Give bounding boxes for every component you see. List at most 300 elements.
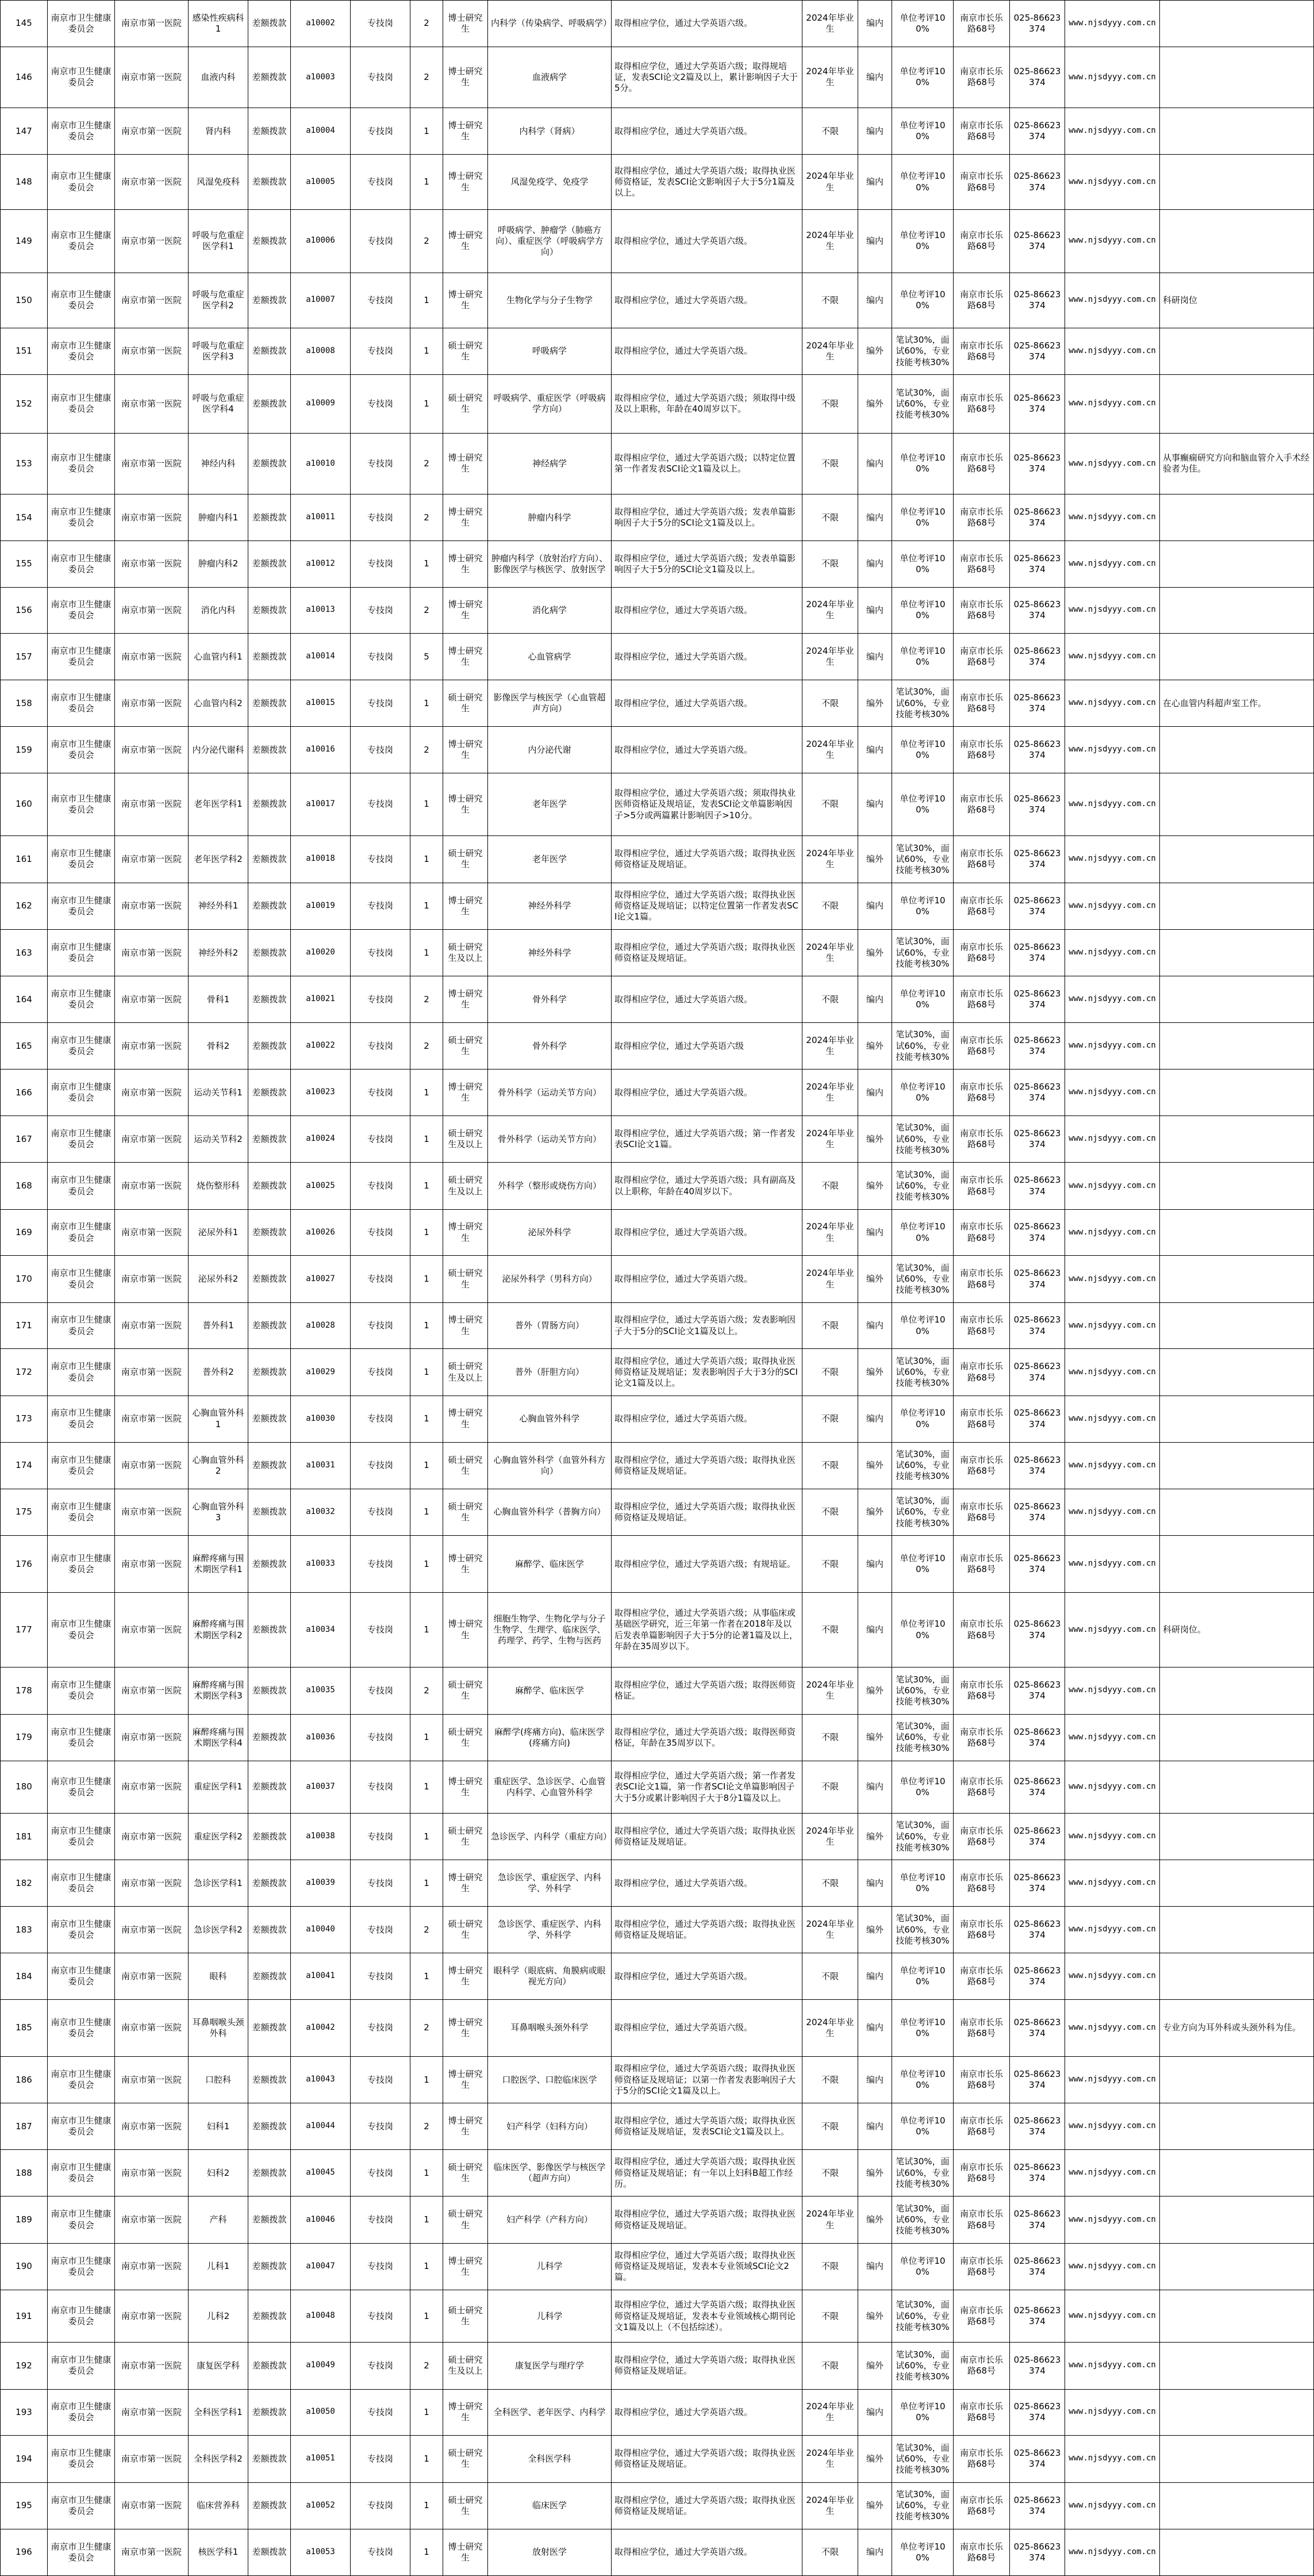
cell-contact-address: 南京市长乐路68号 [954, 929, 1010, 976]
cell-competent-department: 南京市卫生健康委员会 [48, 273, 115, 328]
cell-competent-department: 南京市卫生健康委员会 [48, 1349, 115, 1396]
cell-remarks [1160, 1860, 1314, 1907]
cell-employing-unit: 南京市第一医院 [115, 2529, 189, 2575]
cell-row-number: 173 [1, 1396, 48, 1442]
cell-other-requirements: 取得相应学位，通过大学英语六级。 [612, 1, 802, 47]
cell-contact-phone: 025-86623374 [1010, 2000, 1065, 2057]
cell-other-requirements: 取得相应学位，通过大学英语六级。 [612, 1396, 802, 1442]
table-row [1, 634, 1314, 680]
cell-exam-method: 笔试30%，面试60%，专业技能考核30% [892, 836, 954, 883]
cell-post-code: a10021 [291, 976, 351, 1023]
cell-competent-department: 南京市卫生健康委员会 [48, 1814, 115, 1860]
cell-post-category: 专技岗 [351, 2482, 410, 2529]
cell-funding-type: 差额拨款 [248, 727, 291, 773]
cell-row-number: 184 [1, 1953, 48, 2000]
cell-staffing-type: 编内 [858, 634, 892, 680]
cell-contact-address: 南京市长乐路68号 [954, 1442, 1010, 1489]
cell-post-code: a10051 [291, 2436, 351, 2482]
cell-hiring-count: 2 [410, 976, 443, 1023]
cell-exam-method: 笔试30%，面试60%，专业技能考核30% [892, 2482, 954, 2529]
cell-competent-department: 南京市卫生健康委员会 [48, 1593, 115, 1667]
cell-hiring-count: 1 [410, 1163, 443, 1209]
cell-contact-address: 南京市长乐路68号 [954, 1023, 1010, 1070]
table-row [1, 773, 1314, 835]
cell-website: www.njsdyyy.com.cn [1065, 375, 1160, 433]
cell-contact-address: 南京市长乐路68号 [954, 727, 1010, 773]
cell-staffing-type: 编外 [858, 1814, 892, 1860]
cell-post-code: a10024 [291, 1116, 351, 1163]
cell-contact-address: 南京市长乐路68号 [954, 1536, 1010, 1593]
cell-website: www.njsdyyy.com.cn [1065, 1396, 1160, 1442]
table-row [1, 976, 1314, 1023]
cell-post-name: 产科 [189, 2196, 248, 2243]
cell-post-name: 核医学科1 [189, 2529, 248, 2575]
cell-post-code: a10005 [291, 154, 351, 209]
cell-post-code: a10011 [291, 494, 351, 541]
cell-contact-phone: 025-86623374 [1010, 727, 1065, 773]
cell-remarks [1160, 727, 1314, 773]
cell-post-category: 专技岗 [351, 328, 410, 374]
cell-education-requirement: 博士研究生 [443, 1396, 488, 1442]
cell-employing-unit: 南京市第一医院 [115, 634, 189, 680]
cell-staffing-type: 编内 [858, 2056, 892, 2103]
table-row [1, 587, 1314, 634]
cell-major-requirement: 神经外科学 [488, 883, 612, 929]
cell-employing-unit: 南京市第一医院 [115, 1860, 189, 1907]
cell-exam-method: 单位考评100% [892, 1536, 954, 1593]
cell-hiring-count: 1 [410, 2290, 443, 2343]
cell-post-code: a10034 [291, 1593, 351, 1667]
table-row [1, 210, 1314, 273]
cell-post-code: a10027 [291, 1256, 351, 1302]
cell-remarks [1160, 375, 1314, 433]
cell-funding-type: 差额拨款 [248, 375, 291, 433]
table-row [1, 494, 1314, 541]
cell-other-requirements: 取得相应学位，通过大学英语六级；取得执业医师资格证及规培证，发表SCI论文1篇及以上。 [612, 2103, 802, 2150]
cell-education-requirement: 硕士研究生及以上 [443, 2343, 488, 2389]
cell-employing-unit: 南京市第一医院 [115, 1761, 189, 1813]
cell-other-requirements: 取得相应学位，通过大学英语六级。 [612, 1953, 802, 2000]
cell-education-requirement: 博士研究生 [443, 154, 488, 209]
cell-post-category: 专技岗 [351, 1209, 410, 1256]
cell-row-number: 167 [1, 1116, 48, 1163]
cell-major-requirement: 呼吸病学 [488, 328, 612, 374]
cell-post-category: 专技岗 [351, 2529, 410, 2575]
cell-major-requirement: 呼吸病学、肿瘤学（肺癌方向）、重症医学（呼吸病学方向） [488, 210, 612, 273]
cell-post-category: 专技岗 [351, 2389, 410, 2436]
cell-applicant-target: 不限 [802, 494, 858, 541]
cell-row-number: 145 [1, 1, 48, 47]
cell-row-number: 152 [1, 375, 48, 433]
cell-post-name: 心胸血管外科3 [189, 1489, 248, 1535]
cell-exam-method: 笔试30%，面试60%，专业技能考核30% [892, 328, 954, 374]
cell-hiring-count: 1 [410, 1489, 443, 1535]
cell-website: www.njsdyyy.com.cn [1065, 2436, 1160, 2482]
cell-major-requirement: 骨外科学（运动关节方向） [488, 1070, 612, 1116]
cell-education-requirement: 博士研究生 [443, 727, 488, 773]
cell-staffing-type: 编外 [858, 836, 892, 883]
cell-contact-address: 南京市长乐路68号 [954, 883, 1010, 929]
cell-post-name: 呼吸与危重症医学科4 [189, 375, 248, 433]
cell-other-requirements: 取得相应学位，通过大学英语六级。 [612, 1256, 802, 1302]
cell-row-number: 155 [1, 540, 48, 587]
cell-row-number: 192 [1, 2343, 48, 2389]
cell-other-requirements: 取得相应学位，通过大学英语六级；从事临床或基础医学研究，近三年第一作者在2018年及以后发表单篇影响因子大于5分的论著1篇及以上，年龄在35周岁以下。 [612, 1593, 802, 1667]
cell-education-requirement: 博士研究生 [443, 1536, 488, 1593]
cell-post-name: 呼吸与危重症医学科3 [189, 328, 248, 374]
cell-employing-unit: 南京市第一医院 [115, 1814, 189, 1860]
cell-row-number: 149 [1, 210, 48, 273]
cell-employing-unit: 南京市第一医院 [115, 587, 189, 634]
cell-applicant-target: 不限 [802, 2529, 858, 2575]
cell-website: www.njsdyyy.com.cn [1065, 773, 1160, 835]
cell-education-requirement: 博士研究生 [443, 540, 488, 587]
cell-competent-department: 南京市卫生健康委员会 [48, 494, 115, 541]
cell-funding-type: 差额拨款 [248, 2056, 291, 2103]
table-row [1, 1953, 1314, 2000]
table-row [1, 328, 1314, 374]
table-row [1, 1116, 1314, 1163]
cell-remarks [1160, 2103, 1314, 2150]
cell-other-requirements: 取得相应学位，通过大学英语六级；第一作者发表SCI论文1篇，第一作者SCI论文单篇影响因子大于5分或累计影响因子大于8分1篇及以上。 [612, 1761, 802, 1813]
cell-contact-phone: 025-86623374 [1010, 2290, 1065, 2343]
cell-remarks [1160, 2290, 1314, 2343]
cell-post-name: 全科医学科1 [189, 2389, 248, 2436]
cell-staffing-type: 编内 [858, 47, 892, 108]
table-row [1, 47, 1314, 108]
cell-post-code: a10002 [291, 1, 351, 47]
cell-employing-unit: 南京市第一医院 [115, 2196, 189, 2243]
cell-exam-method: 单位考评100% [892, 2000, 954, 2057]
cell-education-requirement: 硕士研究生 [443, 1714, 488, 1761]
cell-row-number: 146 [1, 47, 48, 108]
table-row [1, 375, 1314, 433]
cell-major-requirement: 儿科学 [488, 2290, 612, 2343]
cell-remarks [1160, 1761, 1314, 1813]
cell-contact-phone: 025-86623374 [1010, 154, 1065, 209]
cell-website: www.njsdyyy.com.cn [1065, 1070, 1160, 1116]
cell-contact-address: 南京市长乐路68号 [954, 2529, 1010, 2575]
cell-remarks [1160, 1163, 1314, 1209]
cell-applicant-target: 不限 [802, 1761, 858, 1813]
cell-remarks [1160, 1489, 1314, 1535]
cell-row-number: 162 [1, 883, 48, 929]
cell-staffing-type: 编内 [858, 976, 892, 1023]
cell-competent-department: 南京市卫生健康委员会 [48, 1667, 115, 1714]
cell-remarks [1160, 1302, 1314, 1349]
cell-hiring-count: 1 [410, 1302, 443, 1349]
cell-remarks: 科研岗位。 [1160, 1593, 1314, 1667]
cell-website: www.njsdyyy.com.cn [1065, 1593, 1160, 1667]
cell-education-requirement: 博士研究生 [443, 1593, 488, 1667]
table-row [1, 2343, 1314, 2389]
cell-contact-address: 南京市长乐路68号 [954, 1116, 1010, 1163]
table-row [1, 680, 1314, 726]
cell-competent-department: 南京市卫生健康委员会 [48, 1302, 115, 1349]
cell-staffing-type: 编外 [858, 1489, 892, 1535]
cell-row-number: 187 [1, 2103, 48, 2150]
cell-other-requirements: 取得相应学位，通过大学英语六级；取得执业医师资格证及规培证。 [612, 2196, 802, 2243]
cell-contact-address: 南京市长乐路68号 [954, 2149, 1010, 2196]
cell-hiring-count: 1 [410, 154, 443, 209]
cell-other-requirements: 取得相应学位，通过大学英语六级。 [612, 108, 802, 155]
cell-applicant-target: 2024年毕业生 [802, 634, 858, 680]
cell-remarks [1160, 1953, 1314, 2000]
cell-remarks [1160, 634, 1314, 680]
cell-contact-address: 南京市长乐路68号 [954, 1070, 1010, 1116]
cell-education-requirement: 博士研究生 [443, 1070, 488, 1116]
cell-post-code: a10046 [291, 2196, 351, 2243]
cell-funding-type: 差额拨款 [248, 2482, 291, 2529]
cell-contact-address: 南京市长乐路68号 [954, 587, 1010, 634]
cell-contact-address: 南京市长乐路68号 [954, 634, 1010, 680]
cell-major-requirement: 心胸血管外科学 [488, 1396, 612, 1442]
cell-contact-address: 南京市长乐路68号 [954, 1907, 1010, 1953]
cell-remarks [1160, 2149, 1314, 2196]
cell-contact-phone: 025-86623374 [1010, 328, 1065, 374]
cell-post-name: 耳鼻咽喉头颈外科 [189, 2000, 248, 2057]
cell-hiring-count: 2 [410, 2103, 443, 2150]
cell-contact-address: 南京市长乐路68号 [954, 375, 1010, 433]
cell-post-name: 眼科 [189, 1953, 248, 2000]
cell-major-requirement: 肿瘤内科学 [488, 494, 612, 541]
cell-education-requirement: 博士研究生 [443, 587, 488, 634]
cell-funding-type: 差额拨款 [248, 883, 291, 929]
cell-post-name: 心血管内科1 [189, 634, 248, 680]
cell-post-category: 专技岗 [351, 433, 410, 494]
cell-website: www.njsdyyy.com.cn [1065, 2149, 1160, 2196]
cell-funding-type: 差额拨款 [248, 1814, 291, 1860]
cell-staffing-type: 编内 [858, 773, 892, 835]
cell-employing-unit: 南京市第一医院 [115, 773, 189, 835]
cell-funding-type: 差额拨款 [248, 1860, 291, 1907]
cell-post-code: a10012 [291, 540, 351, 587]
cell-exam-method: 笔试30%，面试60%，专业技能考核30% [892, 1489, 954, 1535]
cell-other-requirements: 取得相应学位，通过大学英语六级；发表单篇影响因子大于5分的SCI论文1篇及以上。 [612, 494, 802, 541]
cell-major-requirement: 内科学（肾病） [488, 108, 612, 155]
cell-remarks [1160, 1396, 1314, 1442]
cell-exam-method: 笔试30%，面试60%，专业技能考核30% [892, 1163, 954, 1209]
cell-row-number: 169 [1, 1209, 48, 1256]
cell-post-name: 老年医学科1 [189, 773, 248, 835]
cell-exam-method: 单位考评100% [892, 154, 954, 209]
cell-applicant-target: 2024年毕业生 [802, 1209, 858, 1256]
cell-applicant-target: 不限 [802, 2290, 858, 2343]
cell-staffing-type: 编内 [858, 1, 892, 47]
cell-post-code: a10019 [291, 883, 351, 929]
cell-education-requirement: 硕士研究生 [443, 1907, 488, 1953]
cell-post-code: a10033 [291, 1536, 351, 1593]
cell-major-requirement: 骨外科学 [488, 1023, 612, 1070]
cell-exam-method: 单位考评100% [892, 1593, 954, 1667]
table-row [1, 2389, 1314, 2436]
cell-post-code: a10009 [291, 375, 351, 433]
cell-major-requirement: 口腔医学、口腔临床医学 [488, 2056, 612, 2103]
cell-post-category: 专技岗 [351, 2149, 410, 2196]
cell-hiring-count: 1 [410, 2243, 443, 2290]
cell-post-name: 肾内科 [189, 108, 248, 155]
cell-hiring-count: 1 [410, 2056, 443, 2103]
cell-funding-type: 差额拨款 [248, 1023, 291, 1070]
cell-education-requirement: 硕士研究生 [443, 1442, 488, 1489]
cell-applicant-target: 不限 [802, 1714, 858, 1761]
cell-competent-department: 南京市卫生健康委员会 [48, 2243, 115, 2290]
cell-applicant-target: 不限 [802, 1442, 858, 1489]
cell-contact-address: 南京市长乐路68号 [954, 2389, 1010, 2436]
cell-major-requirement: 耳鼻咽喉头颈外科学 [488, 2000, 612, 2057]
cell-post-code: a10039 [291, 1860, 351, 1907]
cell-post-category: 专技岗 [351, 836, 410, 883]
cell-row-number: 157 [1, 634, 48, 680]
cell-post-code: a10028 [291, 1302, 351, 1349]
cell-staffing-type: 编内 [858, 108, 892, 155]
cell-staffing-type: 编内 [858, 1593, 892, 1667]
cell-contact-address: 南京市长乐路68号 [954, 2290, 1010, 2343]
cell-major-requirement: 骨外科学 [488, 976, 612, 1023]
cell-staffing-type: 编内 [858, 1396, 892, 1442]
cell-post-code: a10053 [291, 2529, 351, 2575]
cell-applicant-target: 不限 [802, 1396, 858, 1442]
cell-employing-unit: 南京市第一医院 [115, 2436, 189, 2482]
cell-education-requirement: 博士研究生 [443, 433, 488, 494]
cell-post-category: 专技岗 [351, 1070, 410, 1116]
cell-website: www.njsdyyy.com.cn [1065, 1349, 1160, 1396]
cell-staffing-type: 编内 [858, 494, 892, 541]
cell-staffing-type: 编外 [858, 1116, 892, 1163]
cell-employing-unit: 南京市第一医院 [115, 210, 189, 273]
cell-remarks: 科研岗位 [1160, 273, 1314, 328]
cell-remarks [1160, 2436, 1314, 2482]
cell-hiring-count: 2 [410, 587, 443, 634]
cell-contact-phone: 025-86623374 [1010, 1023, 1065, 1070]
cell-other-requirements: 取得相应学位，通过大学英语六级。 [612, 1860, 802, 1907]
cell-funding-type: 差额拨款 [248, 1116, 291, 1163]
cell-hiring-count: 5 [410, 634, 443, 680]
cell-staffing-type: 编内 [858, 273, 892, 328]
cell-exam-method: 单位考评100% [892, 433, 954, 494]
cell-exam-method: 单位考评100% [892, 976, 954, 1023]
cell-contact-phone: 025-86623374 [1010, 1814, 1065, 1860]
cell-hiring-count: 2 [410, 47, 443, 108]
cell-hiring-count: 2 [410, 210, 443, 273]
cell-row-number: 153 [1, 433, 48, 494]
cell-major-requirement: 血液病学 [488, 47, 612, 108]
cell-post-name: 肿瘤内科1 [189, 494, 248, 541]
cell-post-code: a10038 [291, 1814, 351, 1860]
cell-hiring-count: 1 [410, 2529, 443, 2575]
cell-employing-unit: 南京市第一医院 [115, 375, 189, 433]
cell-competent-department: 南京市卫生健康委员会 [48, 108, 115, 155]
cell-major-requirement: 泌尿外科学（男科方向） [488, 1256, 612, 1302]
cell-education-requirement: 博士研究生 [443, 108, 488, 155]
cell-competent-department: 南京市卫生健康委员会 [48, 1209, 115, 1256]
cell-exam-method: 笔试30%，面试60%，专业技能考核30% [892, 1814, 954, 1860]
cell-exam-method: 笔试30%，面试60%，专业技能考核30% [892, 1907, 954, 1953]
cell-applicant-target: 不限 [802, 1349, 858, 1396]
cell-post-category: 专技岗 [351, 273, 410, 328]
table-row [1, 1536, 1314, 1593]
cell-remarks [1160, 1907, 1314, 1953]
cell-post-name: 儿科1 [189, 2243, 248, 2290]
cell-website: www.njsdyyy.com.cn [1065, 883, 1160, 929]
cell-remarks [1160, 1349, 1314, 1396]
cell-education-requirement: 硕士研究生 [443, 2149, 488, 2196]
cell-contact-phone: 025-86623374 [1010, 47, 1065, 108]
cell-competent-department: 南京市卫生健康委员会 [48, 154, 115, 209]
cell-row-number: 179 [1, 1714, 48, 1761]
cell-applicant-target: 不限 [802, 2343, 858, 2389]
cell-post-name: 呼吸与危重症医学科1 [189, 210, 248, 273]
cell-applicant-target: 不限 [802, 1163, 858, 1209]
cell-competent-department: 南京市卫生健康委员会 [48, 2000, 115, 2057]
cell-applicant-target: 2024年毕业生 [802, 2000, 858, 2057]
cell-remarks [1160, 1070, 1314, 1116]
cell-funding-type: 差额拨款 [248, 273, 291, 328]
cell-major-requirement: 麻醉学、临床医学 [488, 1536, 612, 1593]
cell-staffing-type: 编外 [858, 2343, 892, 2389]
cell-employing-unit: 南京市第一医院 [115, 2243, 189, 2290]
cell-funding-type: 差额拨款 [248, 1593, 291, 1667]
cell-post-name: 麻醉疼痛与围术期医学科2 [189, 1593, 248, 1667]
cell-post-code: a10007 [291, 273, 351, 328]
cell-other-requirements: 取得相应学位，通过大学英语六级；取得执业医师资格证及规培证。 [612, 2343, 802, 2389]
cell-exam-method: 笔试30%，面试60%，专业技能考核30% [892, 1116, 954, 1163]
cell-major-requirement: 妇产科学（产科方向） [488, 2196, 612, 2243]
cell-major-requirement: 骨外科学（运动关节方向） [488, 1116, 612, 1163]
cell-staffing-type: 编外 [858, 375, 892, 433]
cell-competent-department: 南京市卫生健康委员会 [48, 836, 115, 883]
cell-funding-type: 差额拨款 [248, 328, 291, 374]
cell-staffing-type: 编内 [858, 1070, 892, 1116]
cell-applicant-target: 2024年毕业生 [802, 1667, 858, 1714]
table-row [1, 2436, 1314, 2482]
cell-post-code: a10013 [291, 587, 351, 634]
cell-competent-department: 南京市卫生健康委员会 [48, 883, 115, 929]
cell-row-number: 195 [1, 2482, 48, 2529]
cell-other-requirements: 取得相应学位，通过大学英语六级。 [612, 976, 802, 1023]
cell-website: www.njsdyyy.com.cn [1065, 47, 1160, 108]
cell-staffing-type: 编内 [858, 2000, 892, 2057]
cell-hiring-count: 1 [410, 273, 443, 328]
cell-other-requirements: 取得相应学位，通过大学英语六级；取得执业医师资格证及规培证。 [612, 929, 802, 976]
cell-education-requirement: 硕士研究生 [443, 2436, 488, 2482]
cell-major-requirement: 生物化学与分子生物学 [488, 273, 612, 328]
cell-exam-method: 单位考评100% [892, 587, 954, 634]
cell-contact-address: 南京市长乐路68号 [954, 1814, 1010, 1860]
cell-contact-address: 南京市长乐路68号 [954, 108, 1010, 155]
cell-staffing-type: 编内 [858, 883, 892, 929]
cell-other-requirements: 取得相应学位，通过大学英语六级；须取得执业医师资格证及规培证，发表SCI论文单篇影响因子>5分或两篇累计影响因子>10分。 [612, 773, 802, 835]
cell-post-code: a10031 [291, 1442, 351, 1489]
cell-employing-unit: 南京市第一医院 [115, 1116, 189, 1163]
cell-contact-address: 南京市长乐路68号 [954, 1209, 1010, 1256]
cell-employing-unit: 南京市第一医院 [115, 2103, 189, 2150]
cell-applicant-target: 不限 [802, 108, 858, 155]
cell-remarks [1160, 154, 1314, 209]
cell-other-requirements: 取得相应学位，通过大学英语六级；发表影响因子大于5分的SCI论文1篇及以上。 [612, 1302, 802, 1349]
cell-row-number: 151 [1, 328, 48, 374]
cell-row-number: 168 [1, 1163, 48, 1209]
cell-major-requirement: 神经病学 [488, 433, 612, 494]
cell-competent-department: 南京市卫生健康委员会 [48, 1907, 115, 1953]
cell-other-requirements: 取得相应学位，通过大学英语六级；取得执业医师资格证及规培证；以特定位置第一作者发表SCI论文1篇。 [612, 883, 802, 929]
cell-website: www.njsdyyy.com.cn [1065, 1116, 1160, 1163]
cell-remarks [1160, 1442, 1314, 1489]
cell-applicant-target: 2024年毕业生 [802, 210, 858, 273]
cell-post-name: 心胸血管外科2 [189, 1442, 248, 1489]
cell-staffing-type: 编内 [858, 1860, 892, 1907]
cell-funding-type: 差额拨款 [248, 108, 291, 155]
